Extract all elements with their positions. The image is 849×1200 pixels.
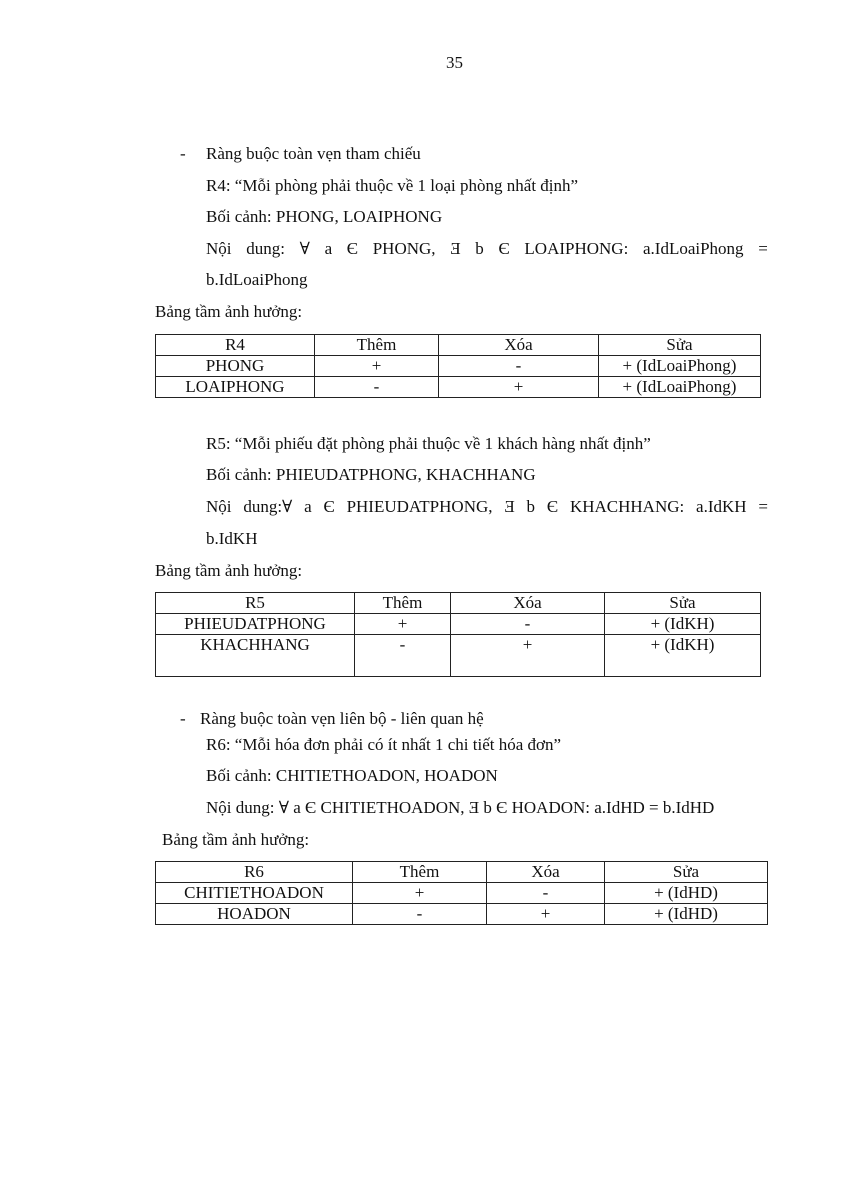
table-cell: + [315, 356, 439, 377]
table-header-cell: Xóa [439, 335, 599, 356]
table-row [156, 635, 761, 677]
table-header-row [156, 593, 761, 614]
table-cell: - [451, 614, 605, 635]
r6-context: Bối cảnh: CHITIETHOADON, HOADON [206, 766, 498, 785]
table-header-cell: Thêm [315, 335, 439, 356]
r6-title: R6: “Mỗi hóa đơn phải có ít nhất 1 chi tiết hóa đơn” [206, 735, 562, 754]
table-row [156, 614, 761, 635]
table-header-cell: Thêm [353, 862, 487, 883]
table-header-cell: Thêm [355, 593, 451, 614]
table-header-cell: R6 [156, 862, 353, 883]
table-cell: LOAIPHONG [156, 377, 315, 398]
table-cell: + (IdKH) [605, 614, 761, 635]
table-cell: + (IdLoaiPhong) [599, 377, 761, 398]
table-row [156, 883, 768, 904]
table-header-cell: Sửa [605, 862, 768, 883]
r6-table-caption: Bảng tầm ảnh hưởng: [162, 830, 310, 849]
table-cell: + [355, 614, 451, 635]
table-cell: + [487, 904, 605, 925]
r4-context: Bối cảnh: PHONG, LOAIPHONG [206, 207, 443, 226]
table-header-cell: Xóa [487, 862, 605, 883]
section1-bullet: - [180, 144, 186, 163]
r6-content: Nội dung: ∀ a Є CHITIETHOADON, Ǝ b Є HOADON: a.IdHD = b.IdHD [206, 798, 715, 817]
r5-content: Nội dung:∀ a Є PHIEUDATPHONG, Ǝ b Є KHACHHANG: a.IdKH = [206, 497, 768, 516]
table-header-row [156, 862, 768, 883]
table-cell: KHACHHANG [156, 635, 355, 677]
r4-content-continued: b.IdLoaiPhong [206, 270, 308, 289]
r4-table-caption: Bảng tầm ảnh hưởng: [155, 302, 303, 321]
r5-table-caption: Bảng tầm ảnh hưởng: [155, 561, 303, 580]
table-cell: + (IdHD) [605, 904, 768, 925]
r5-impact-table [155, 592, 761, 677]
table-header-cell: Xóa [451, 593, 605, 614]
table-cell: - [439, 356, 599, 377]
table-cell: + [439, 377, 599, 398]
r4-impact-table [155, 334, 761, 398]
table-cell: PHIEUDATPHONG [156, 614, 355, 635]
table-header-cell: Sửa [605, 593, 761, 614]
table-cell: - [355, 635, 451, 677]
r4-title: R4: “Mỗi phòng phải thuộc về 1 loại phòng nhất định” [206, 176, 579, 195]
table-row [156, 356, 761, 377]
r5-title: R5: “Mỗi phiếu đặt phòng phải thuộc về 1 khách hàng nhất định” [206, 434, 651, 453]
table-cell: HOADON [156, 904, 353, 925]
table-header-cell: Sửa [599, 335, 761, 356]
table-cell: CHITIETHOADON [156, 883, 353, 904]
r4-content: Nội dung: ∀ a Є PHONG, Ǝ b Є LOAIPHONG: a.IdLoaiPhong = [206, 239, 768, 258]
table-row [156, 904, 768, 925]
section1-heading: Ràng buộc toàn vẹn tham chiếu [206, 144, 421, 163]
table-cell: + [353, 883, 487, 904]
table-cell: - [487, 883, 605, 904]
table-header-cell: R4 [156, 335, 315, 356]
table-cell: + (IdLoaiPhong) [599, 356, 761, 377]
table-cell: - [353, 904, 487, 925]
table-cell: + [451, 635, 605, 677]
page-number: 35 [446, 53, 463, 72]
table-cell: + (IdKH) [605, 635, 761, 677]
r5-context: Bối cảnh: PHIEUDATPHONG, KHACHHANG [206, 465, 536, 484]
table-header-row [156, 335, 761, 356]
r6-impact-table [155, 861, 768, 925]
section2-bullet: - [180, 709, 186, 728]
r5-content-continued: b.IdKH [206, 529, 258, 548]
table-cell: - [315, 377, 439, 398]
table-row [156, 377, 761, 398]
table-cell: PHONG [156, 356, 315, 377]
section2-heading: Ràng buộc toàn vẹn liên bộ - liên quan hệ [200, 709, 484, 728]
table-header-cell: R5 [156, 593, 355, 614]
table-cell: + (IdHD) [605, 883, 768, 904]
